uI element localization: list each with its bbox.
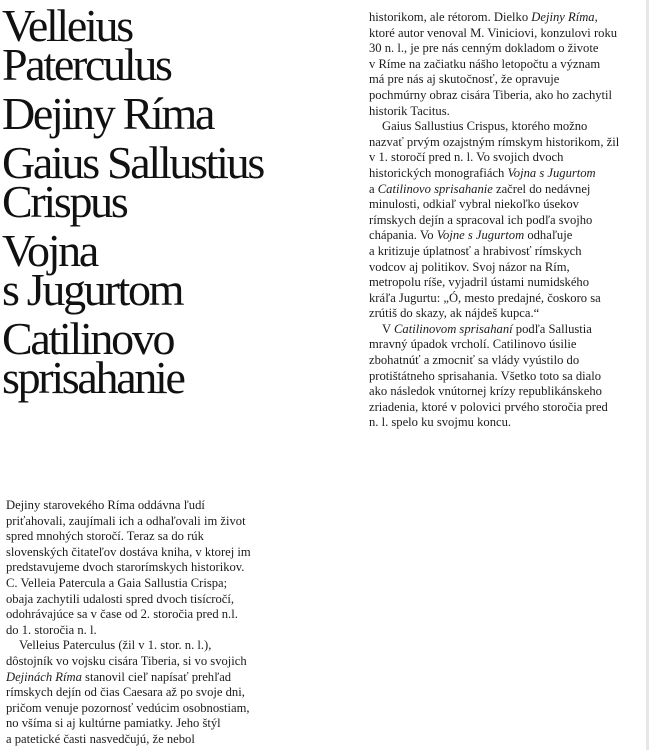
text-run: chápania. Vo	[369, 228, 437, 243]
text-run: C. Velleia Patercula a Gaia Sallustia Crispa;	[6, 575, 228, 590]
text-run: pochmúrny obraz cisára Tiberia, ako ho zachytil	[369, 87, 613, 102]
author-velleius-line-1: Velleius	[2, 0, 132, 51]
italic-title-text: Dejinách Ríma	[6, 669, 82, 684]
text-run: v 1. storočí pred n. l. Vo svojich dvoch	[369, 150, 564, 165]
text-run: 30 n. l., je pre nás cenným dokladom o živote	[369, 41, 599, 56]
book-title-block	[2, 0, 342, 403]
paragraph	[369, 322, 631, 431]
work-catilinovo-line-1: Catilinovo	[2, 313, 174, 364]
text-run: začrel do nedávnej	[492, 181, 591, 196]
text-run: zrútiš do skazy, ak nájdeš kupca.“	[369, 306, 540, 321]
text-run: pričom venuje pozornosť vedúcim osobnostiam,	[6, 700, 250, 715]
text-run: obaja zachytili udalosti spred dvoch tisícročí,	[6, 591, 235, 606]
paragraph	[369, 119, 631, 322]
paragraph	[369, 10, 631, 119]
text-run: priťahovali, zaujímali ich a odhaľovali im život	[6, 513, 246, 528]
author-sallustius-line-1: Gaius Sallustius	[2, 137, 263, 188]
text-run: a patetické časti nasvedčujú, že nebol	[6, 731, 195, 746]
text-run: nazvať prvým ozajstným rímskym historikom, žil	[369, 134, 620, 149]
text-run: no všíma si aj kultúrne pamiatky. Jeho štýl	[6, 716, 221, 731]
italic-title-text: Vojna s Jugurtom	[507, 165, 596, 180]
text-run: historik Tacitus.	[369, 103, 450, 118]
text-run: protištátneho sprisahania. Všetko toto sa dialo	[369, 368, 602, 383]
text-run: zriadenia, ktoré v polovici prvého storočia pred	[369, 399, 608, 414]
text-run: metropolu ríše, vyjadril ústami numidského	[369, 275, 590, 290]
text-run: n. l. spelo ku svojmu koncu.	[369, 415, 512, 430]
paragraph	[6, 498, 278, 638]
italic-title-text: Catilinovom sprisahaní	[394, 321, 513, 336]
text-run: odohrávajúce sa v čase od 2. storočia pred n.l.	[6, 607, 238, 622]
text-run: kráľa Jugurtu: „Ó, mesto predajné, čoskoro sa	[369, 290, 601, 305]
italic-title-text: Dejiny Ríma	[531, 10, 595, 24]
italic-title-text: Vojne s Jugurtom	[436, 228, 525, 243]
text-run: do 1. storočia n. l.	[6, 622, 97, 637]
text-run: a	[369, 181, 378, 196]
text-run: odhaľuje	[524, 228, 573, 243]
text-run: podľa Sallustia	[512, 321, 592, 336]
text-run: má pre nás aj skutočnosť, že opravuje	[369, 72, 560, 87]
text-run: mravný úpadok vrcholí. Catilinovo úsilie	[369, 337, 577, 352]
author-sallustius-line-2: Crispus	[2, 176, 127, 227]
text-run: ,	[594, 10, 598, 24]
text-run: vodcov aj politikov. Svoj názor na Rím,	[369, 259, 570, 274]
text-run: slovenských čitateľov dostáva kniha, v ktorej im	[6, 544, 251, 559]
text-run: minulosti, odkiaľ vybral niekoľko úsekov	[369, 197, 579, 212]
text-run: spred mnohých storočí. Teraz sa do rúk	[6, 529, 204, 544]
text-run: Velleius Paterculus (žil v 1. stor. n. l.),	[19, 638, 212, 653]
work-vojna-line-2: s Jugurtom	[2, 264, 183, 315]
right-text-column	[369, 10, 631, 431]
text-run: v Ríme na začiatku nášho letopočtu a význam	[369, 56, 601, 71]
text-run: historických monografiách	[369, 165, 508, 180]
text-run: predstavujeme dvoch starorímskych historikov.	[6, 560, 245, 575]
text-run: stanovil cieľ napísať prehľad	[81, 669, 232, 684]
text-run: ako následok vnútornej krízy republikánskeho	[369, 384, 602, 399]
text-run: a kritizuje úplatnosť a hrabivosť rímskych	[369, 243, 582, 258]
text-run: rímskych dejín a spracoval ich podľa svojho	[369, 212, 593, 227]
work-catilinovo-line-2: sprisahanie	[2, 352, 184, 403]
text-run: zbohatnúť a zmocniť sa vlády vyústilo do	[369, 353, 580, 368]
work-dejiny-rima: Dejiny Ríma	[2, 88, 214, 139]
text-run: ktoré autor venoval M. Viniciovi, konzulovi roku	[369, 25, 618, 40]
text-run: dôstojník vo vojsku cisára Tiberia, si vo svojich	[6, 653, 247, 668]
work-vojna-line-1: Vojna	[2, 225, 97, 276]
text-run: V	[382, 321, 395, 336]
text-run: historikom, ale rétorom. Dielko	[369, 10, 532, 24]
text-run: rímskych dejín od čias Caesara až po svoje dni,	[6, 685, 245, 700]
italic-title-text: Catilinovo sprisahanie	[377, 181, 493, 196]
text-run: Dejiny starovekého Ríma oddávna ľudí	[6, 498, 205, 512]
paragraph	[6, 638, 278, 747]
text-run: Gaius Sallustius Crispus, ktorého možno	[382, 119, 588, 134]
left-text-column	[6, 498, 278, 748]
author-velleius-line-2: Paterculus	[2, 39, 171, 90]
